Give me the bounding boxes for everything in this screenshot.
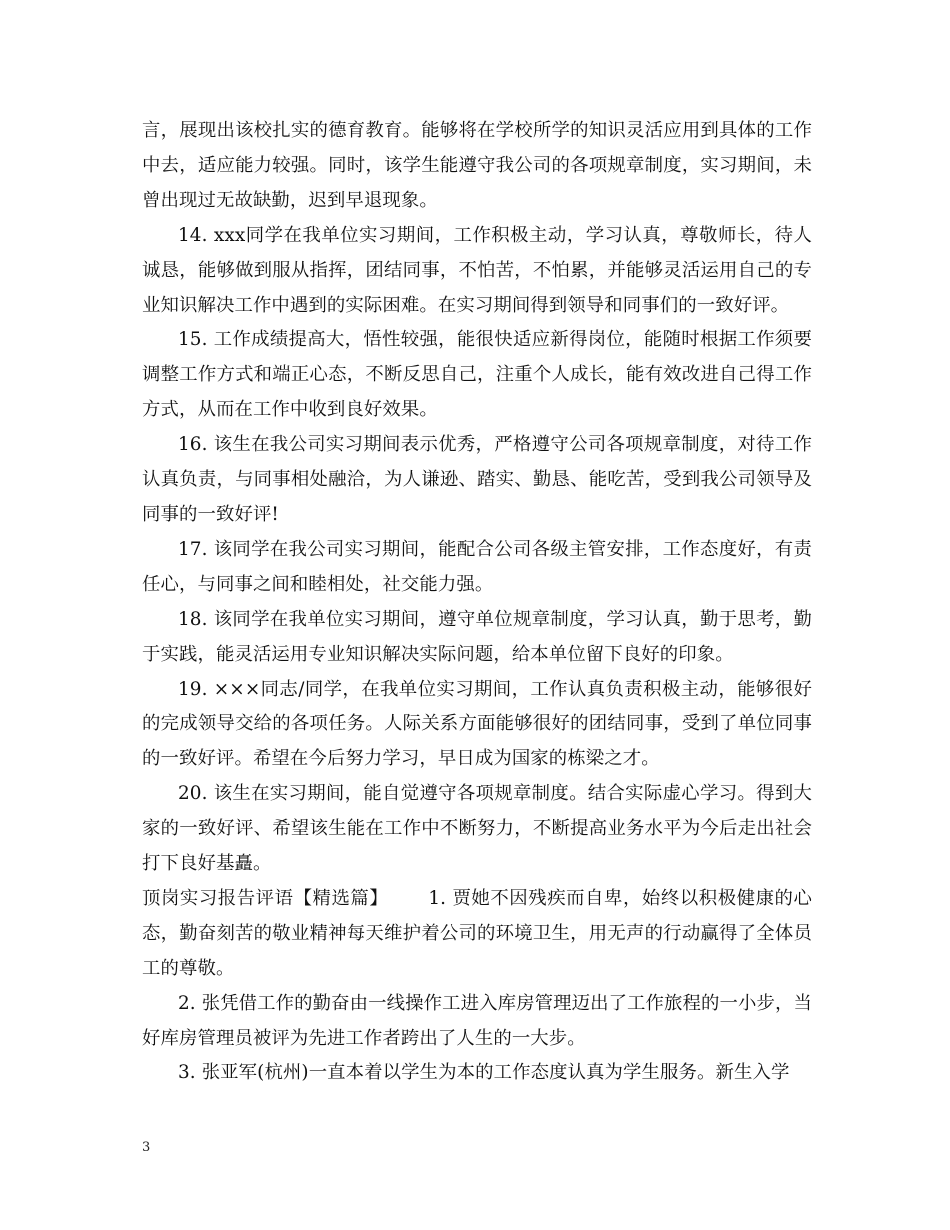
paragraph-16: 16. 该生在我公司实习期间表示优秀，严格遵守公司各项规章制度，对待工作认真负责，与同事相处融洽，为人谦逊、踏实、勤恳、能吃苦，受到我公司领导及同事的一致好评! [142, 434, 812, 525]
paragraph-17: 17. 该同学在我公司实习期间，能配合公司各级主管安排，工作态度好，有责任心，与同事之间和睦相处，社交能力强。 [142, 538, 812, 595]
paragraph-14: 14. xxx同学在我单位实习期间，工作积极主动，学习认真，尊敬师长，待人诚恳，能够做到服从指挥，团结同事，不怕苦，不怕累，并能够灵活运用自己的专业知识解决工作中遇到的实际困难。在实习期间得到领导和同事们的一致好评。 [142, 224, 812, 316]
paragraph-item-3: 3. 张亚军(杭州)一直本着以学生为本的工作态度认真为学生服务。新生入学 [178, 1062, 790, 1084]
paragraph-18: 18. 该同学在我单位实习期间，遵守单位规章制度，学习认真，勤于思考，勤于实践，能灵活运用专业知识解决实际问题，给本单位留下良好的印象。 [142, 608, 812, 665]
page-number: 3 [142, 1140, 151, 1155]
section-paragraph [142, 882, 812, 987]
paragraph-continuation: 言，展现出该校扎实的德育教育。能够将在学校所学的知识灵活应用到具体的工作中去，适应能力较强。同时，该学生能遵守我公司的各项规章制度，实习期间，未曾出现过无故缺勤，迟到早退现象。 [142, 120, 812, 211]
document-body [142, 114, 812, 1091]
paragraph-19: 19. ×××同志/同学，在我单位实习期间，工作认真负责积极主动，能够很好的完成领导交给的各项任务。人际关系方面能够很好的团结同事，受到了单位同事的一致好评。希望在今后努力学习，早日成为国家的栋梁之才。 [142, 678, 812, 770]
paragraph-20: 20. 该生在实习期间，能自觉遵守各项规章制度。结合实际虚心学习。得到大家的一致好评、希望该生能在工作中不断努力，不断提高业务水平为今后走出社会打下良好基矗。 [142, 783, 812, 875]
paragraph-item-2: 2. 张凭借工作的勤奋由一线操作工进入库房管理迈出了工作旅程的一小步，当好库房管理员被评为先进工作者跨出了人生的一大步。 [142, 992, 812, 1049]
paragraph-15: 15. 工作成绩提高大，悟性较强，能很快适应新得岗位，能随时根据工作须要调整工作方式和端正心态，不断反思自己，注重个人成长，能有效改进自己得工作方式，从而在工作中收到良好效果。 [142, 329, 812, 421]
section-heading: 顶岗实习报告评语【精选篇】 [142, 887, 389, 909]
section-first-item: 1. 贾她不因残疾而自卑，始终以积极健康的心态，勤奋刻苦的敬业精神每天维护着公司的环境卫生，用无声的行动赢得了全体员工的尊敬。 [142, 887, 812, 979]
